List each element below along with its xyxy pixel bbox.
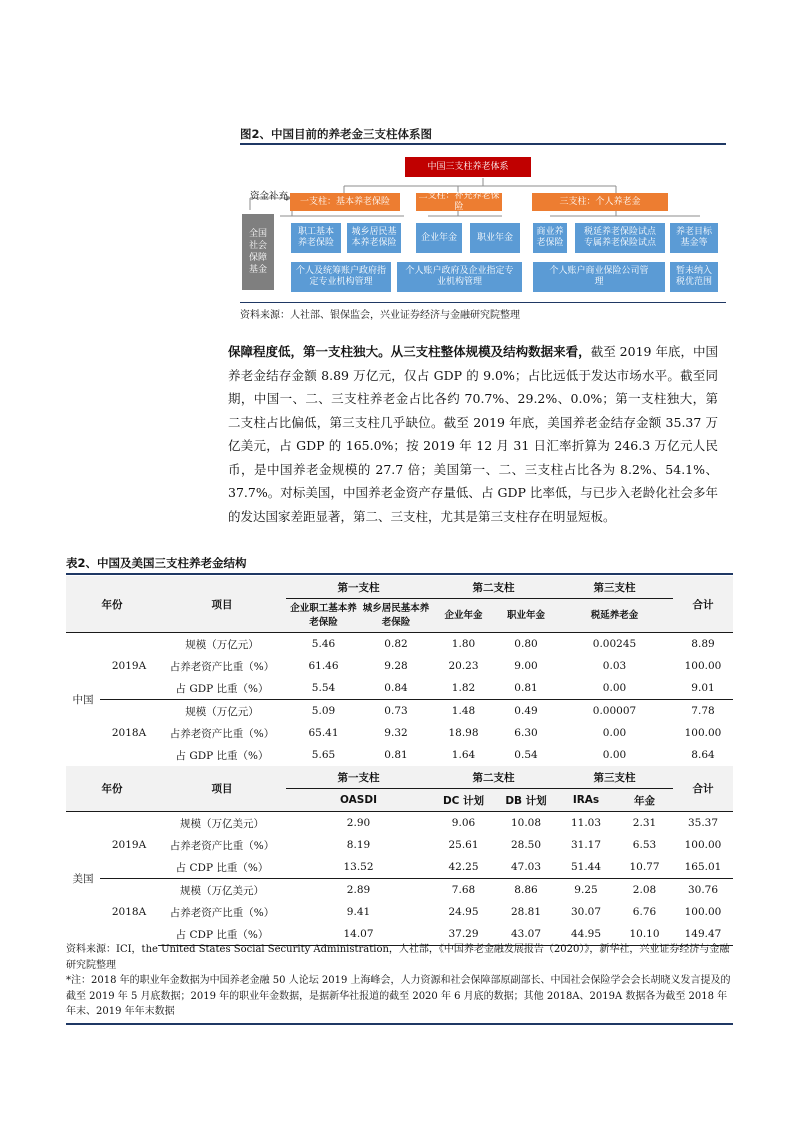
value-cell: 51.44: [570, 861, 602, 873]
value-cell: 44.95: [556, 923, 616, 946]
tax-deferred-pilot-box: 税延养老保险试点专属养老保险试点: [575, 223, 665, 253]
value-cell: 9.25: [556, 879, 616, 902]
national-social-security-fund-box: 全国社会保障基金: [242, 214, 274, 290]
total-cell: 100.00: [684, 727, 722, 739]
item-cell: 占 GDP 比重（%）: [158, 744, 286, 767]
value-cell: 2.08: [616, 879, 673, 902]
value-cell: 1.80: [431, 633, 496, 656]
value-cell: 47.03: [510, 861, 542, 873]
value-cell: 5.46: [286, 633, 361, 656]
value-cell: 2.90: [286, 812, 431, 835]
page-bottom-rule: [66, 1023, 733, 1025]
value-cell: 61.46: [308, 660, 339, 672]
subheader: IRAs: [556, 789, 616, 812]
total-cell: 9.01: [691, 682, 715, 694]
value-cell: 11.03: [556, 812, 616, 835]
subheader: 职业年金: [496, 599, 556, 633]
us-pension-table: [66, 766, 733, 946]
value-cell: 9.06: [431, 812, 496, 835]
year-cell: 2019A: [100, 633, 158, 700]
value-cell: 31.17: [570, 839, 602, 851]
value-cell: 0.73: [361, 700, 431, 723]
value-cell: 6.53: [632, 839, 657, 851]
value-cell: 9.41: [346, 906, 371, 918]
value-cell: 0.80: [496, 633, 556, 656]
table-title: 表2、中国及美国三支柱养老金结构: [66, 556, 247, 570]
figure-title-rule: [240, 143, 726, 145]
value-cell: 5.65: [286, 744, 361, 767]
value-cell: 0.00: [602, 727, 627, 739]
pillar-two-box: 二支柱：补充养老保险: [416, 193, 502, 211]
pillar-one-box: 一支柱：基本养老保险: [290, 193, 400, 211]
header-item: 项目: [158, 766, 286, 812]
header-pillar-one: 第一支柱: [286, 576, 431, 599]
target-fund-box: 养老目标基金等: [670, 223, 718, 253]
value-cell: 0.84: [384, 682, 408, 694]
account-management-one-box: 个人及统筹账户政府指定专业机构管理: [291, 262, 391, 292]
value-cell: 10.08: [496, 812, 556, 835]
value-cell: 9.00: [514, 660, 538, 672]
country-cell: 中国: [66, 633, 100, 767]
value-cell: 43.07: [496, 923, 556, 946]
value-cell: 0.00245: [556, 633, 673, 656]
three-pillar-system-box: 中国三支柱养老体系: [405, 157, 531, 177]
table-source: 资料来源：ICI，the United States Social Security Administration，人社部，《中国养老金融发展报告（2020）》，新华社，兴业证券经济与金融研究院整理: [66, 944, 730, 971]
country-cell: 美国: [66, 812, 100, 946]
value-cell: 6.30: [514, 727, 538, 739]
fund-supplement-label: 资金补充: [250, 191, 289, 202]
subheader: DB 计划: [496, 789, 556, 812]
year-cell: 2018A: [100, 879, 158, 946]
employee-basic-pension-box: 职工基本养老保险: [291, 223, 341, 253]
value-cell: 1.48: [431, 700, 496, 723]
pillar-three-box: 三支柱：个人养老金: [532, 193, 668, 211]
value-cell: 2.89: [286, 879, 431, 902]
subheader: DC 计划: [431, 789, 496, 812]
subheader: 企业职工基本养老保险: [286, 599, 361, 633]
value-cell: 10.10: [616, 923, 673, 946]
total-cell: 100.00: [684, 660, 722, 672]
body-paragraph: [228, 340, 718, 528]
value-cell: 0.49: [496, 700, 556, 723]
value-cell: 30.07: [570, 906, 602, 918]
item-cell: 规模（万亿元）: [158, 633, 286, 656]
value-cell: 9.32: [384, 727, 408, 739]
value-cell: 0.00: [556, 744, 673, 767]
value-cell: 0.81: [361, 744, 431, 767]
total-cell: 149.47: [673, 923, 733, 946]
china-pension-table: [66, 576, 733, 767]
header-year: 年份: [66, 766, 158, 812]
header-pillar-two: 第二支柱: [431, 576, 556, 599]
subheader: 企业年金: [431, 599, 496, 633]
value-cell: 0.00007: [556, 700, 673, 723]
value-cell: 5.54: [311, 682, 336, 694]
value-cell: 42.25: [448, 861, 479, 873]
figure-bottom-rule: [240, 302, 726, 303]
item-cell: 占 GDP 比重（%）: [175, 682, 269, 695]
value-cell: 2.31: [616, 812, 673, 835]
value-cell: 0.54: [496, 744, 556, 767]
total-cell: 100.00: [684, 839, 722, 851]
header-pillar-three: 第三支柱: [556, 576, 673, 599]
value-cell: 13.52: [343, 861, 374, 873]
item-cell: 规模（万亿美元）: [158, 879, 286, 902]
value-cell: 20.23: [448, 660, 479, 672]
total-cell: 165.01: [684, 861, 722, 873]
figure-source: 资料来源：人社部、银保监会，兴业证券经济与金融研究院整理: [240, 310, 520, 321]
value-cell: 65.41: [308, 727, 339, 739]
item-cell: 占 CDP 比重（%）: [175, 861, 269, 874]
header-item: 项目: [158, 576, 286, 633]
value-cell: 28.50: [510, 839, 542, 851]
item-cell: 占养老资产比重（%）: [169, 660, 275, 673]
total-cell: 8.64: [673, 744, 733, 767]
value-cell: 6.76: [632, 906, 657, 918]
occupational-annuity-box: 职业年金: [470, 223, 520, 253]
subheader: OASDI: [286, 789, 431, 812]
urban-rural-pension-box: 城乡居民基本养老保险: [347, 223, 401, 253]
item-cell: 占养老资产比重（%）: [169, 839, 275, 852]
value-cell: 25.61: [448, 839, 479, 851]
value-cell: 7.68: [431, 879, 496, 902]
commercial-pension-insurance-box: 商业养老保险: [533, 223, 567, 253]
year-cell: 2019A: [100, 812, 158, 879]
item-cell: 占 CDP 比重（%）: [158, 923, 286, 946]
header-pillar-three: 第三支柱: [556, 766, 673, 789]
subheader: 税延养老金: [556, 599, 673, 633]
total-cell: 7.78: [673, 700, 733, 723]
paragraph-text: 截至 2019 年底，中国养老金结存金额 8.89 万亿元，仅占 GDP 的 9.0%；占比远低于发达市场水平。截至同期，中国一、二、三支柱养老金占比各约 70.7%、29.2%、0.0%；第一支柱独大，第二支柱占比偏低，第三支柱几乎缺位。截至 2019 年底，美国养老金结存金额 35.37 万亿美元，占 GDP 的 165.0%；按 2019 年 12 月 31 日汇率折算为 246.3 万亿元人民币，是中国养老金规模的 27.7 倍；美国第一、二、三支柱占比各为 8.2%、54.1%、37.7%。对标美国，中国养老金资产存量低、占 GDP 比率低，与已步入老龄化社会多年的发达国家差距显著，第二、三支柱，尤其是第三支柱存在明显短板。: [228, 344, 718, 524]
account-management-three-box: 个人账户商业保险公司管理: [533, 262, 665, 292]
value-cell: 0.00: [602, 682, 627, 694]
header-total: 合计: [673, 576, 733, 633]
enterprise-annuity-box: 企业年金: [416, 223, 462, 253]
total-cell: 30.76: [673, 879, 733, 902]
total-cell: 100.00: [684, 906, 722, 918]
header-pillar-one: 第一支柱: [286, 766, 431, 789]
header-year: 年份: [66, 576, 158, 633]
subheader: 年金: [616, 789, 673, 812]
item-cell: 规模（万亿元）: [158, 700, 286, 723]
account-management-two-box: 个人账户政府及企业指定专业机构管理: [397, 262, 522, 292]
paragraph-lead: 保障程度低，第一支柱独大。从三支柱整体规模及结构数据来看，: [228, 344, 591, 359]
header-total: 合计: [673, 766, 733, 812]
value-cell: 10.77: [629, 861, 660, 873]
item-cell: 占养老资产比重（%）: [169, 906, 275, 919]
value-cell: 0.03: [602, 660, 627, 672]
total-cell: 35.37: [673, 812, 733, 835]
value-cell: 1.64: [431, 744, 496, 767]
value-cell: 18.98: [448, 727, 479, 739]
year-cell: 2018A: [100, 700, 158, 767]
value-cell: 9.28: [384, 660, 408, 672]
total-cell: 8.89: [673, 633, 733, 656]
value-cell: 37.29: [431, 923, 496, 946]
tax-exempt-note-box: 暂未纳入税优范围: [670, 262, 718, 292]
item-cell: 规模（万亿美元）: [158, 812, 286, 835]
value-cell: 28.81: [510, 906, 542, 918]
value-cell: 8.19: [346, 839, 371, 851]
table-title-rule: [66, 573, 733, 575]
figure-title: 图2、中国目前的养老金三支柱体系图: [240, 127, 432, 141]
value-cell: 0.82: [361, 633, 431, 656]
value-cell: 5.09: [286, 700, 361, 723]
item-cell: 占养老资产比重（%）: [169, 727, 275, 740]
subheader: 城乡居民基本养老保险: [361, 599, 431, 633]
value-cell: 1.82: [451, 682, 476, 694]
value-cell: 0.81: [514, 682, 538, 694]
header-pillar-two: 第二支柱: [431, 766, 556, 789]
value-cell: 8.86: [496, 879, 556, 902]
value-cell: 14.07: [286, 923, 431, 946]
value-cell: 24.95: [448, 906, 479, 918]
table-note: *注：2018 年的职业年金数据为中国养老金融 50 人论坛 2019 上海峰会，人力资源和社会保障部原副部长、中国社会保险学会会长胡晓义发言提及的截至 2019 年 5 月底数据；2019 年的职业年金数据，是据新华社报道的截至 2020 年 6 月底的数据；其他 2018A、2019A 数据各为截至 2018 年年末、2019 年年末数据: [66, 975, 731, 1017]
